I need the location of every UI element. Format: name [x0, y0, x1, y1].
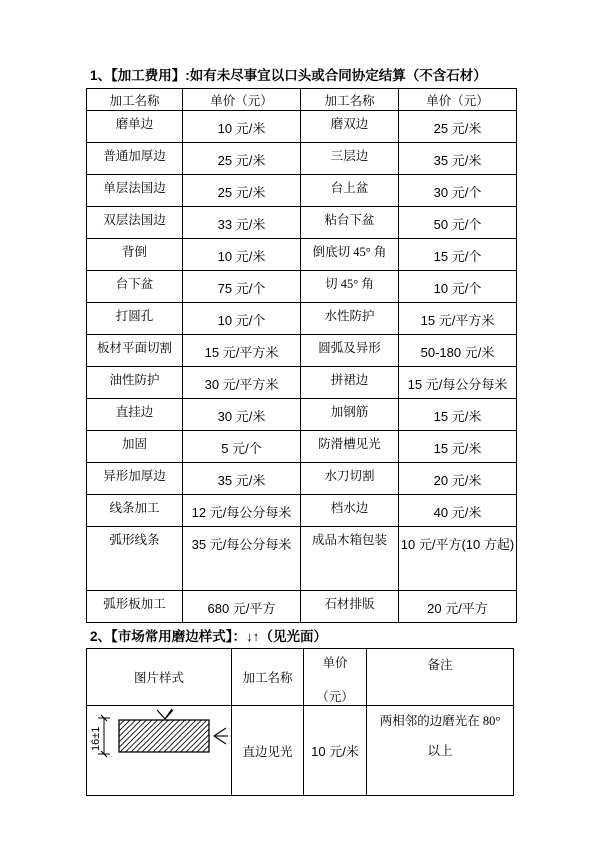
process-name-cell: 圆弧及异形 [301, 335, 399, 367]
slab-cross-section-diagram [88, 707, 231, 795]
fee-header-unit-price-left: 单价（元） [183, 89, 301, 111]
fee-table-row [87, 335, 517, 367]
fee-table-row [87, 463, 517, 495]
unit-price-cell: 50-180 元/米 [399, 335, 517, 367]
fee-table-row [87, 431, 517, 463]
unit-price-cell: 5 元/个 [183, 431, 301, 463]
unit-price-cell: 25 元/米 [399, 111, 517, 143]
process-name-cell: 水性防护 [301, 303, 399, 335]
unit-price-cell: 20 元/米 [399, 463, 517, 495]
process-name-cell: 线条加工 [87, 495, 183, 527]
fee-table-row [87, 143, 517, 175]
processing-fee-table [86, 88, 517, 623]
fee-table-header-row [87, 89, 517, 111]
edge-style-name-cell: 直边见光 [232, 706, 304, 796]
fee-table-row [87, 527, 517, 591]
process-name-cell: 三层边 [301, 143, 399, 175]
process-name-cell: 切 45° 角 [301, 271, 399, 303]
hatched-slab-rect [119, 720, 209, 752]
fee-table-row [87, 239, 517, 271]
style-header-picture: 图片样式 [87, 649, 232, 706]
fee-table-row [87, 367, 517, 399]
unit-price-header-line2: （元） [316, 690, 354, 704]
fee-table-row [87, 495, 517, 527]
unit-price-cell: 680 元/平方 [183, 591, 301, 623]
process-name-cell: 粘台下盆 [301, 207, 399, 239]
unit-price-cell: 15 元/米 [399, 431, 517, 463]
fee-table-row [87, 207, 517, 239]
style-header-unit-price [304, 649, 367, 706]
unit-price-cell: 75 元/个 [183, 271, 301, 303]
process-name-cell: 直挂边 [87, 399, 183, 431]
edge-style-data-row [87, 706, 514, 796]
process-name-cell: 背倒 [87, 239, 183, 271]
unit-price-cell: 35 元/米 [183, 463, 301, 495]
process-name-cell: 台上盆 [301, 175, 399, 207]
fee-table-body [87, 111, 517, 623]
unit-price-header-line1: 单价 [322, 656, 348, 670]
unit-price-cell: 30 元/米 [183, 399, 301, 431]
process-name-cell: 防滑槽见光 [301, 431, 399, 463]
process-name-cell: 倒底切 45° 角 [301, 239, 399, 271]
edge-style-remark-cell [367, 706, 514, 796]
fee-table-row [87, 271, 517, 303]
unit-price-cell: 15 元/平方米 [183, 335, 301, 367]
unit-price-cell: 15 元/平方米 [399, 303, 517, 335]
fee-header-process-name-left: 加工名称 [87, 89, 183, 111]
fee-header-process-name-right: 加工名称 [301, 89, 399, 111]
unit-price-cell: 10 元/个 [399, 271, 517, 303]
unit-price-cell: 10 元/个 [183, 303, 301, 335]
unit-price-cell: 15 元/每公分每米 [399, 367, 517, 399]
unit-price-cell: 10 元/米 [183, 239, 301, 271]
unit-price-cell: 50 元/个 [399, 207, 517, 239]
down-arrow-icon [157, 709, 173, 719]
unit-price-cell: 33 元/米 [183, 207, 301, 239]
process-name-cell: 石材排版 [301, 591, 399, 623]
process-name-cell: 双层法国边 [87, 207, 183, 239]
process-name-cell: 单层法国边 [87, 175, 183, 207]
fee-table-row [87, 399, 517, 431]
process-name-cell: 磨双边 [301, 111, 399, 143]
edge-style-table [86, 648, 514, 796]
process-name-cell: 加钢筋 [301, 399, 399, 431]
unit-price-cell: 35 元/每公分每米 [183, 527, 301, 591]
style-header-process-name: 加工名称 [232, 649, 304, 706]
process-name-cell: 成品木箱包装 [301, 527, 399, 591]
unit-price-cell: 25 元/米 [183, 143, 301, 175]
fee-table-row [87, 591, 517, 623]
edge-style-header-row [87, 649, 514, 706]
unit-price-cell: 35 元/米 [399, 143, 517, 175]
process-name-cell: 异形加厚边 [87, 463, 183, 495]
process-name-cell: 磨单边 [87, 111, 183, 143]
unit-price-cell: 25 元/米 [183, 175, 301, 207]
fee-table-row [87, 303, 517, 335]
process-name-cell: 弧形板加工 [87, 591, 183, 623]
unit-price-cell: 12 元/每公分每米 [183, 495, 301, 527]
unit-price-cell: 30 元/平方米 [183, 367, 301, 399]
process-name-cell: 档水边 [301, 495, 399, 527]
unit-price-cell: 15 元/米 [399, 399, 517, 431]
fee-table-row [87, 111, 517, 143]
process-name-cell: 普通加厚边 [87, 143, 183, 175]
process-name-cell: 拼裙边 [301, 367, 399, 399]
unit-price-cell: 20 元/平方 [399, 591, 517, 623]
left-arrow-icon [214, 728, 228, 744]
remark-line2: 以上 [427, 744, 453, 758]
style-header-remark: 备注 [367, 649, 514, 706]
process-name-cell: 打圆孔 [87, 303, 183, 335]
fee-table-row [87, 175, 517, 207]
process-name-cell: 加固 [87, 431, 183, 463]
section2-title: 2、【市场常用磨边样式】：↓↑（见光面） [90, 629, 328, 644]
section1-title: 1、【加工费用】:如有未尽事宜以口头或合同协定结算（不含石材） [90, 68, 487, 83]
dimension-label: 16±1 [89, 726, 102, 751]
unit-price-cell: 15 元/个 [399, 239, 517, 271]
process-name-cell: 板材平面切割 [87, 335, 183, 367]
unit-price-cell: 10 元/米 [183, 111, 301, 143]
process-name-cell: 油性防护 [87, 367, 183, 399]
fee-header-unit-price-right: 单价（元） [399, 89, 517, 111]
process-name-cell: 弧形线条 [87, 527, 183, 591]
unit-price-cell: 10 元/平方(10 方起) [399, 527, 517, 591]
process-name-cell: 台下盆 [87, 271, 183, 303]
unit-price-cell: 40 元/米 [399, 495, 517, 527]
unit-price-cell: 30 元/个 [399, 175, 517, 207]
edge-profile-picture-cell [87, 706, 232, 796]
edge-style-price-cell: 10 元/米 [304, 706, 367, 796]
remark-line1: 两相邻的边磨光在 80° [379, 714, 501, 728]
process-name-cell: 水刀切割 [301, 463, 399, 495]
